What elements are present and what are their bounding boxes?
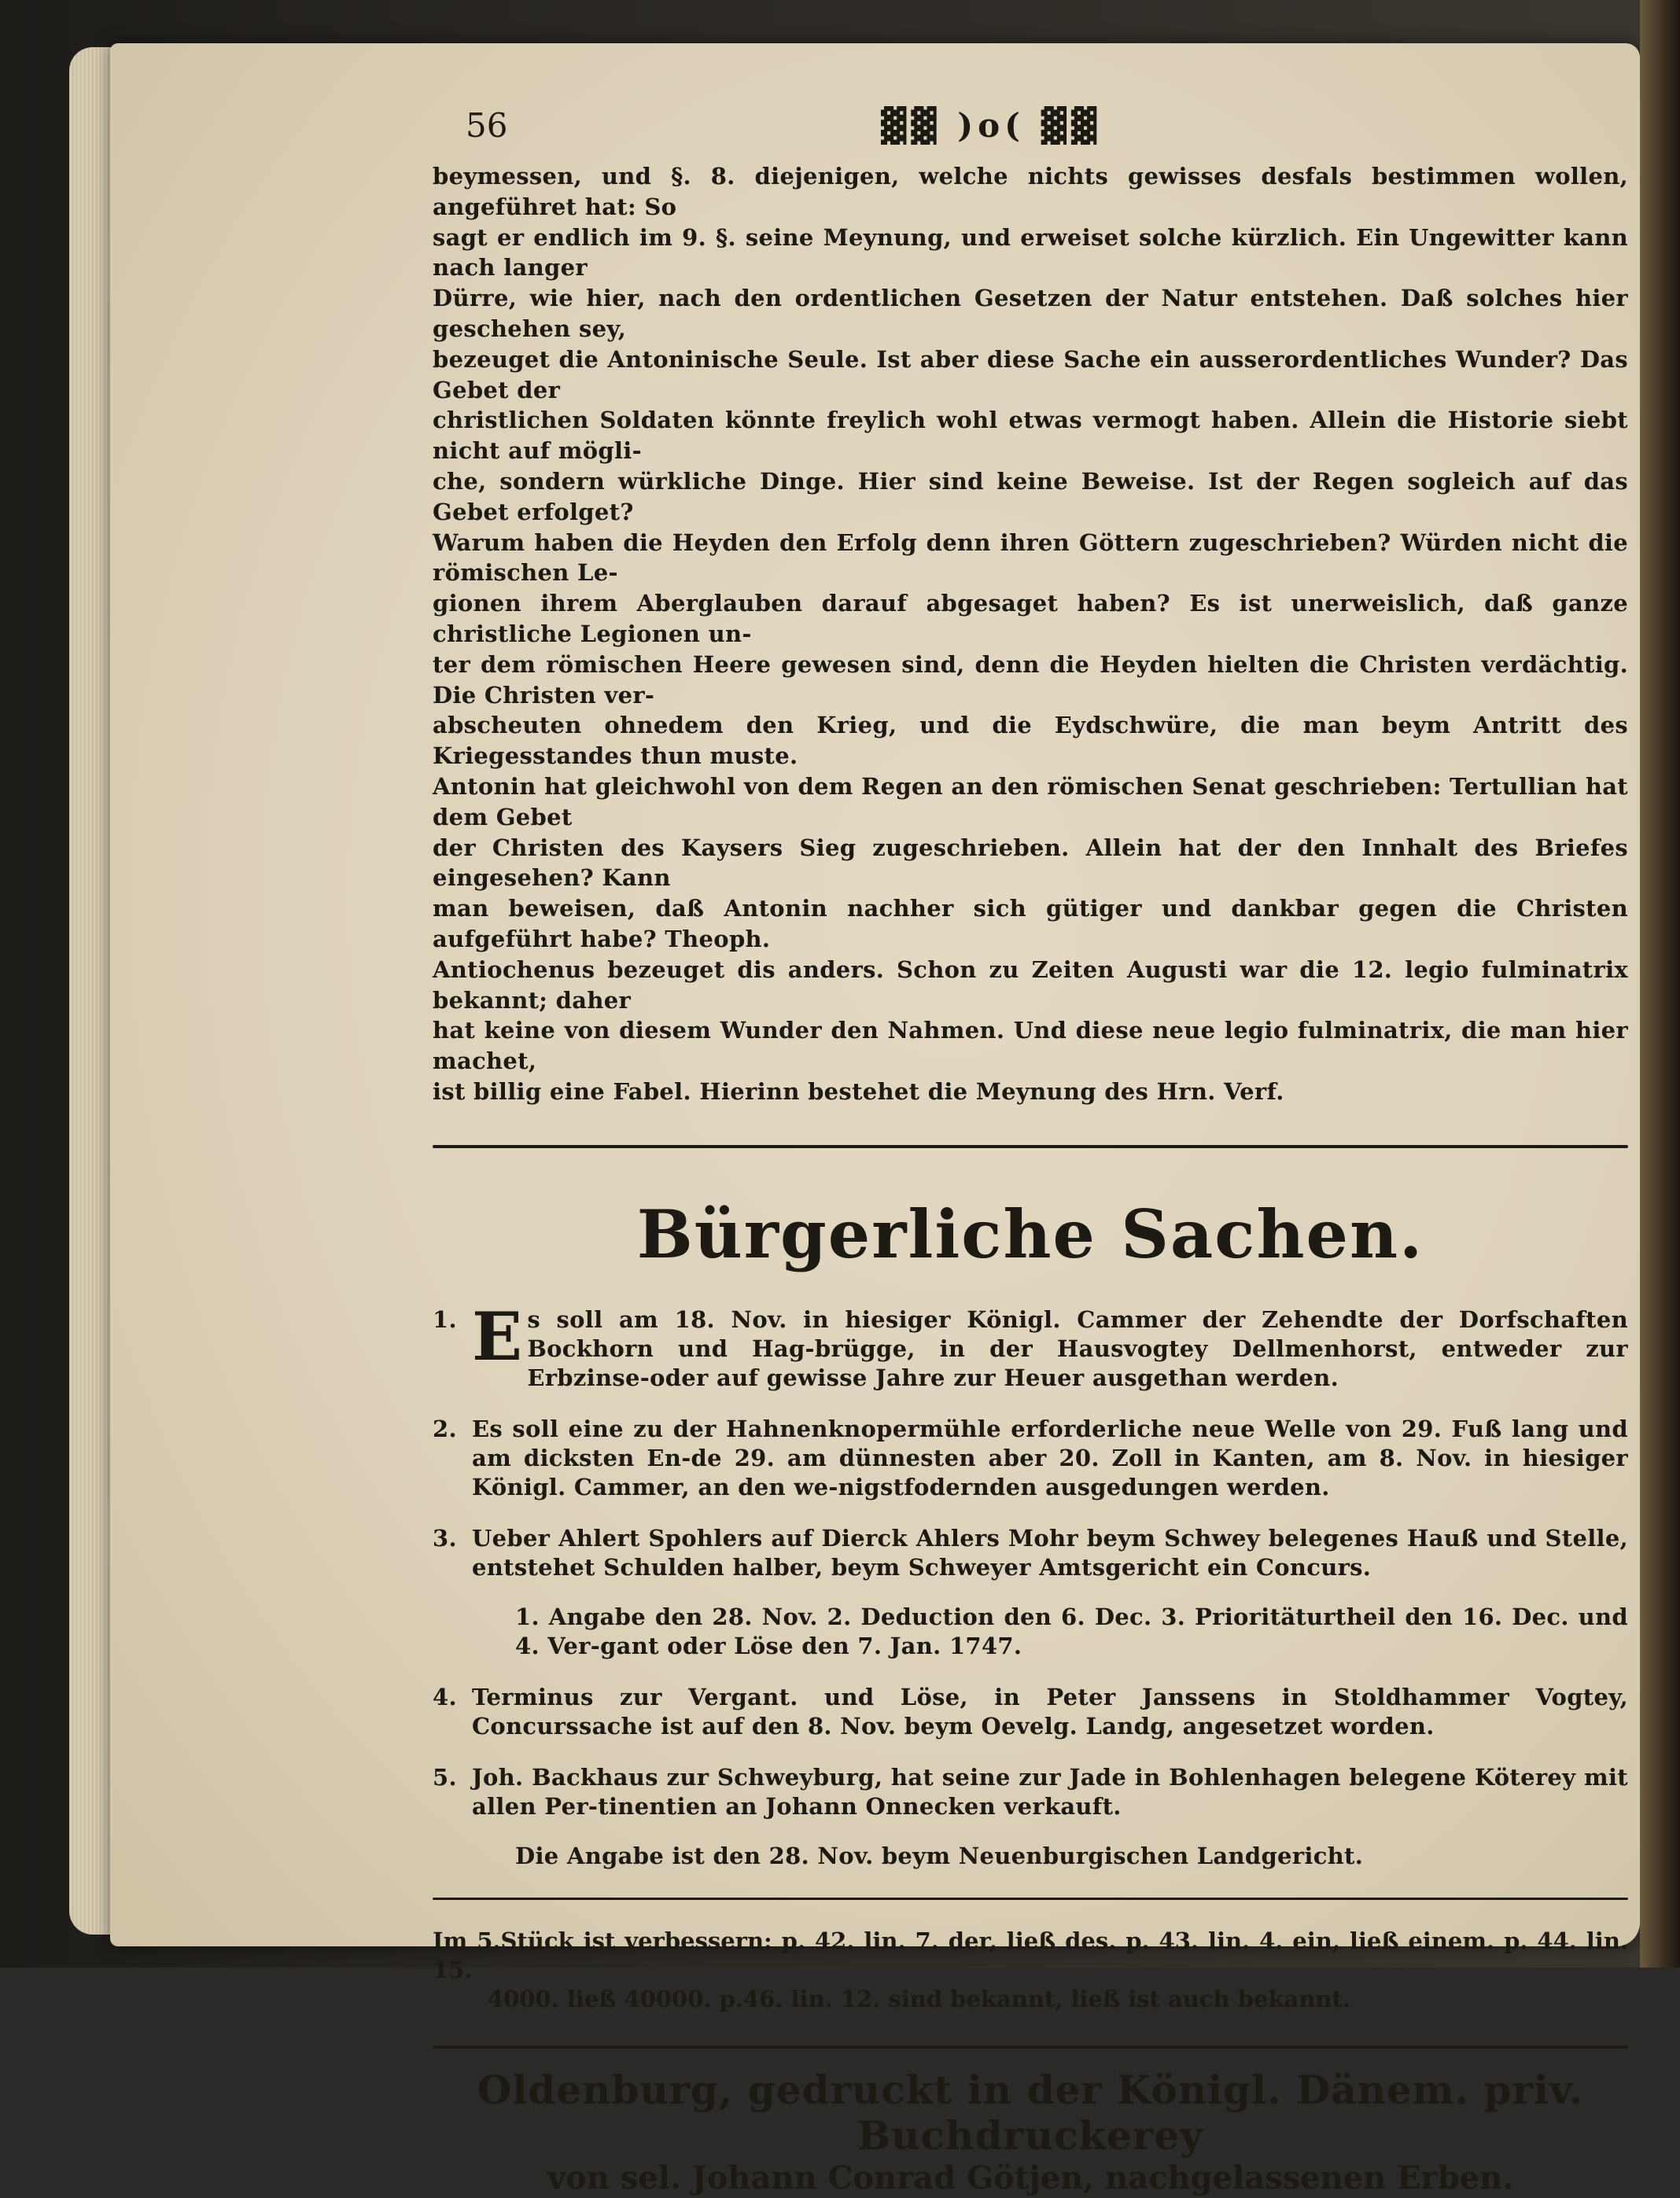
text-line: abscheuten ohnedem den Krieg, und die Eydschwüre, die man beym Antritt des Kriegesstandes thun muste.	[433, 712, 1628, 770]
notice-text: s soll am 18. Nov. in hiesiger Königl. Cammer der Zehendte der Dorfschaften Bockhorn und Hag-brügge, in der Hausvogtey Dellmenhorst, entweder zur Erbzinse-oder auf gewisse Jahre zur Heuer ausgethan werden.	[527, 1305, 1628, 1391]
printer-imprint	[433, 2067, 1628, 2198]
text-line: Dürre, wie hier, nach den ordentlichen Gesetzen der Natur entstehen. Daß solches hier geschehen sey,	[433, 285, 1628, 342]
page-content	[433, 106, 1628, 2198]
text-line: ist billig eine Fabel. Hierinn bestehet die Meynung des Hrn. Verf.	[433, 1077, 1284, 1105]
notice-item	[433, 1297, 1628, 1393]
errata-note	[433, 1927, 1628, 2014]
text-line: der Christen des Kaysers Sieg zugeschrieben. Allein hat der den Innhalt des Briefes eingesehen? Kann	[433, 834, 1628, 892]
text-line: bezeuget die Antoninische Seule. Ist aber diese Sache ein ausserordentliches Wunder? Das Gebet der	[433, 345, 1628, 403]
notice-item	[433, 1683, 1628, 1741]
section-divider	[433, 2045, 1628, 2049]
text-line: beymessen, und §. 8. diejenigen, welche nichts gewisses desfals bestimmen wollen, angeführet hat: So	[433, 163, 1628, 220]
notice-text: Die Angabe ist den 28. Nov. beym Neuenburgischen Landgericht.	[515, 1842, 1364, 1869]
review-paragraph	[433, 161, 1628, 1107]
text-line: man beweisen, daß Antonin nachher sich gütiger und dankbar gegen die Christen aufgeführt habe? Theoph.	[433, 895, 1628, 952]
text-line: gionen ihrem Aberglauben darauf abgesaget haben? Es ist unerweislich, daß ganze christliche Legionen un-	[433, 590, 1628, 647]
notice-subitem	[433, 1842, 1628, 1871]
notice-text: Es soll eine zu der Hahnenknopermühle erforderliche neue Welle von 29. Fuß lang und am dicksten En-de 29. am dünnesten aber 20. Zoll in Kanten, am 8. Nov. in hiesiger Königl. Cammer, an den we-nigstfodernden ausgedungen werden.	[472, 1415, 1628, 1500]
imprint-line: von sel. Johann Conrad Götjen, nachgelassenen Erben.	[547, 2159, 1514, 2196]
section-divider	[433, 1898, 1628, 1900]
page-number: 56	[466, 106, 508, 145]
errata-line: Im 5.Stück ist verbessern: p. 42. lin. 7. der, ließ des. p. 43. lin. 4. ein, ließ einem. p. 44. lin. 15.	[433, 1927, 1628, 1983]
notice-number: 5.	[433, 1763, 457, 1791]
notice-text: Ueber Ahlert Spohlers auf Dierck Ahlers Mohr beym Schwey belegenes Hauß und Stelle, entstehet Schulden halber, beym Schweyer Amtsgericht ein Concurs.	[472, 1524, 1628, 1581]
text-line: Warum haben die Heyden den Erfolg denn ihren Göttern zugeschrieben? Würden nicht die römischen Le-	[433, 528, 1628, 587]
text-line: sagt er endlich im 9. §. seine Meynung, und erweiset solche kürzlich. Ein Ungewitter kann nach langer	[433, 223, 1628, 282]
drop-cap: E	[472, 1297, 523, 1375]
text-line: hat keine von diesem Wunder den Nahmen. Und diese neue legio fulminatrix, die man hier machet,	[433, 1017, 1628, 1075]
notice-text: 1. Angabe den 28. Nov. 2. Deduction den 6. Dec. 3. Prioritäturtheil den 16. Dec. und 4. Ver-gant oder Löse den 7. Jan. 1747.	[515, 1603, 1628, 1659]
text-line: ter dem römischen Heere gewesen sind, denn die Heyden hielten die Christen verdächtig. Die Christen ver-	[433, 650, 1628, 709]
notice-number: 4.	[433, 1683, 457, 1710]
section-divider	[433, 1145, 1628, 1148]
header-ornament: ▓▓ )o( ▓▓	[881, 106, 1102, 145]
notice-item	[433, 1763, 1628, 1821]
errata-line: 4000. ließ 40000. p.46. lin. 12. sind bekannt, ließ ist auch bekannt.	[488, 1985, 1350, 2012]
text-line: che, sondern würkliche Dinge. Hier sind keine Beweise. Ist der Regen sogleich auf das Gebet erfolget?	[433, 467, 1628, 525]
text-line: Antiochenus bezeuget dis anders. Schon zu Zeiten Augusti war die 12. legio fulminatrix bekannt; daher	[433, 955, 1628, 1014]
page-header	[433, 106, 1628, 153]
notice-list	[433, 1297, 1628, 1871]
notice-item	[433, 1524, 1628, 1582]
section-title: Bürgerliche Sachen.	[636, 1195, 1424, 1273]
book-spine-edge	[1640, 0, 1680, 1968]
text-line: Antonin hat gleichwohl von dem Regen an den römischen Senat geschrieben: Tertullian hat dem Gebet	[433, 772, 1628, 830]
notice-number: 3.	[433, 1524, 457, 1552]
notice-text: Terminus zur Vergant. und Löse, in Peter Janssens in Stoldhammer Vogtey, Concurssache ist auf den 8. Nov. beym Oevelg. Landg, angesetzet worden.	[472, 1683, 1628, 1740]
text-line: christlichen Soldaten könnte freylich wohl etwas vermogt haben. Allein die Historie siebt nicht auf mögli-	[433, 407, 1628, 465]
notice-number: 1.	[433, 1305, 457, 1333]
notice-text: Joh. Backhaus zur Schweyburg, hat seine zur Jade in Bohlenhagen belegene Köterey mit allen Per-tinentien an Johann Onnecken verkauft.	[472, 1763, 1628, 1820]
notice-item	[433, 1415, 1628, 1502]
notice-subitem	[433, 1603, 1628, 1661]
notice-number: 2.	[433, 1415, 457, 1442]
imprint-line: Oldenburg, gedruckt in der Königl. Dänem. priv. Buchdruckerey	[477, 2066, 1584, 2159]
